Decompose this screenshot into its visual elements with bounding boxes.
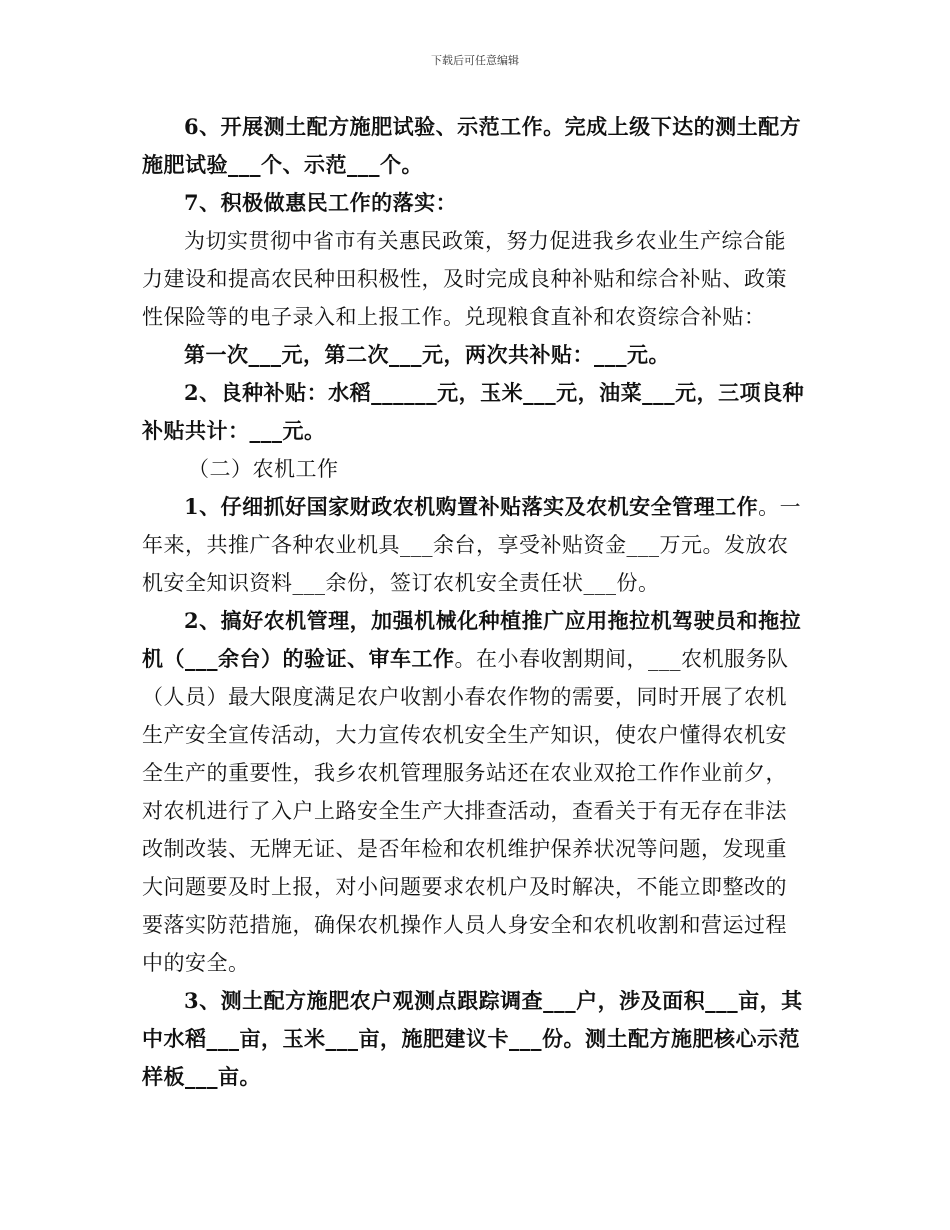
paragraph-line: 生产安全宣传活动，大力宣传农机安全生产知识，使农户懂得农机安 [142, 723, 787, 747]
document-body [142, 108, 812, 1096]
paragraph-line: 为切实贯彻中省市有关惠民政策，努力促进我乡农业生产综合能 [184, 229, 786, 253]
line-rest: 。在小春收割期间，___农机服务队 [454, 647, 789, 671]
bold-lead: 1、仔细抓好国家财政农机购置补贴落实及农机安全管理工作 [184, 494, 759, 519]
paragraph-line: 样板___亩。 [142, 1064, 261, 1089]
paragraph-line: 年来，共推广各种农业机具___余台，享受补贴资金___万元。发放农 [142, 533, 789, 557]
paragraph-line: 3、测土配方施肥农户观测点跟踪调查___户，涉及面积___亩，其 [184, 988, 803, 1013]
paragraph-line: 机安全知识资料___余份，签订农机安全责任状___份。 [142, 571, 660, 595]
paragraph-line: 对农机进行了入户上路安全生产大排查活动，查看关于有无存在非法 [142, 799, 787, 823]
paragraph-line: 力建设和提高农民种田积极性，及时完成良种补贴和综合补贴、政策 [142, 267, 787, 291]
paragraph-line: 第一次___元，第二次___元，两次共补贴：___元。 [184, 342, 670, 367]
paragraph-line [142, 640, 812, 678]
paragraph-line: 6、开展测土配方施肥试验、示范工作。完成上级下达的测土配方 [184, 114, 802, 139]
line-rest: 。一 [758, 495, 802, 519]
paragraph-line: 全生产的重要性，我乡农机管理服务站还在农业双抢工作作业前夕， [142, 761, 787, 785]
paragraph-line: 大问题要及时上报，对小问题要求农机户及时解决，不能立即整改的 [142, 875, 787, 899]
paragraph-line: 改制改装、无牌无证、是否年检和农机维护保养状况等问题，发现重 [142, 837, 787, 861]
paragraph-line [142, 488, 812, 526]
paragraph-line: 中水稻___亩，玉米___亩，施肥建议卡___份。测土配方施肥核心示范 [142, 1026, 800, 1051]
paragraph-line: （人员）最大限度满足农户收割小春农作物的需要，同时开展了农机 [142, 685, 787, 709]
paragraph-line: 2、搞好农机管理，加强机械化种植推广应用拖拉机驾驶员和拖拉 [184, 608, 802, 633]
paragraph-line: 补贴共计：___元。 [142, 418, 326, 443]
bold-lead: 机（___余台）的验证、审车工作 [142, 646, 455, 671]
paragraph-line: 要落实防范措施，确保农机操作人员人身安全和农机收割和营运过程 [142, 913, 787, 937]
section-heading: （二）农机工作 [188, 457, 339, 481]
paragraph-line: 施肥试验___个、示范___个。 [142, 152, 423, 177]
paragraph-line: 2、良种补贴：水稻______元，玉米___元，油菜___元，三项良种 [184, 380, 805, 405]
paragraph-line: 7、积极做惠民工作的落实： [184, 190, 458, 215]
paragraph-line: 中的安全。 [142, 951, 250, 975]
paragraph-line: 性保险等的电子录入和上报工作。兑现粮食直补和农资综合补贴： [142, 305, 766, 329]
page-header: 下载后可任意编辑 [431, 54, 519, 67]
